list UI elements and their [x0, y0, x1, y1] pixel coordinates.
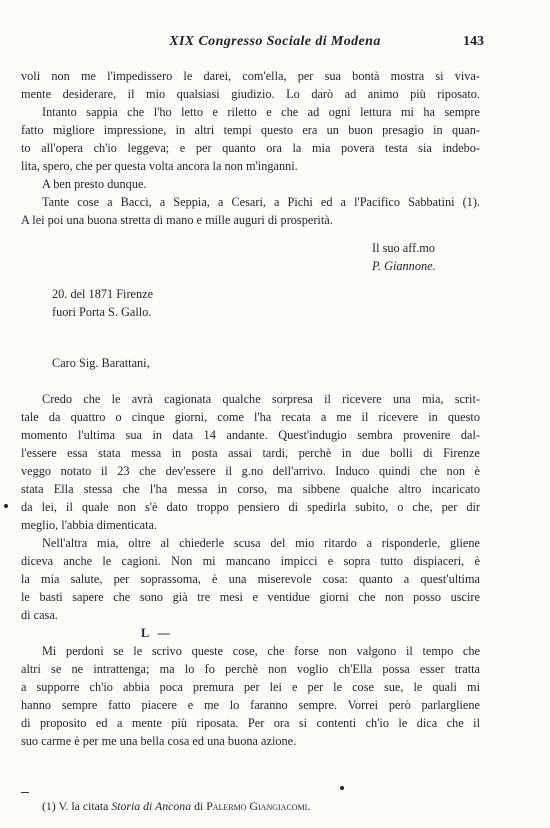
- text-line: di casa.: [21, 608, 58, 622]
- text-line: veggo notato il 23 che dev'essere il g.no dell'arrivo. Induco quindi che non è: [21, 464, 480, 478]
- footnote: [42, 799, 472, 814]
- text-line: voli non me l'impedissero le darei, com'ella, per sua bontà mostra si viva-: [21, 69, 480, 83]
- address-line: fuori Porta S. Gallo.: [52, 305, 152, 319]
- handwritten-mark: L —: [141, 626, 173, 640]
- footnote-marker: (1) V. la: [42, 799, 80, 813]
- footnote-author: Palermo Giangiacomi.: [206, 799, 311, 813]
- text-line: Credo che le avrà cagionata qualche sorpresa il ricevere una mia, scrit-: [42, 392, 480, 406]
- text-line: Intanto sappia che l'ho letto e riletto e che ad ogni lettura mi ha sempre: [42, 105, 480, 119]
- text-line: fatto migliore impressione, in altri tempi questo era un buon presagio in quan-: [21, 123, 480, 137]
- text-line: mente desiderare, il mio qualsiasi giudizio. Lo darò ad animo più riposato.: [21, 87, 480, 101]
- page-number: 143: [463, 34, 484, 49]
- ink-speck: [4, 504, 8, 508]
- salutation: Caro Sig. Barattani,: [52, 356, 150, 370]
- text-line: la mia salute, per soprassoma, è una miserevole cosa: quanto a quest'ultima: [21, 572, 480, 586]
- text-line: Nell'altra mia, oltre al chiederle scusa del mio ritardo a risponderle, gliene: [42, 536, 480, 550]
- footnote-rule: [21, 792, 29, 793]
- text-line: lita, spero, che per questa volta ancora la non m'inganni.: [21, 159, 298, 173]
- text-line: da lei, il quale non s'è dato troppo pensiero di spedirla subito, o che, per dir: [21, 500, 480, 514]
- dateline: 20. del 1871 Firenze: [52, 287, 154, 301]
- text-line: a supporre ch'io abbia poca premura per lei e per le cose sue, le quali mi: [21, 680, 480, 694]
- signature-name: P. Giannone.: [372, 259, 436, 273]
- text-line: Tante cose a Bacci, a Seppia, a Cesari, a Pichi ed a l'Pacifico Sabbatini (1).: [42, 195, 480, 209]
- text-line: A ben presto dunque.: [42, 177, 147, 191]
- text-line: A lei poi una buona stretta di mano e mille auguri di prosperità.: [21, 213, 333, 227]
- ink-speck: [340, 786, 344, 790]
- text-line: le basti sapere che sono già tre mesi e ventidue giorni che non posso uscire: [21, 590, 480, 604]
- text-line: hanno sempre fatto piacere e me lo faranno sempre. Vorrei però parlargliene: [21, 698, 480, 712]
- text-line: stata Ella stessa che l'ha messa in corso, ma sibbene qualche altro incaricato: [21, 482, 480, 496]
- footnote-cited: citata: [82, 799, 109, 813]
- letter-body: [21, 67, 480, 750]
- text-line: to all'opera ch'io leggeva; e per quanto ora la mia povera testa sia indebo-: [21, 141, 480, 155]
- running-title: XIX Congresso Sociale di Modena: [169, 34, 381, 49]
- text-line: altri se ne intrattenga; ma lo fo perchè non voglio ch'Ella possa esser tratta: [21, 662, 480, 676]
- text-line: suo carme è per me una bella cosa ed una buona azione.: [21, 734, 297, 748]
- running-header: [0, 34, 550, 54]
- signature-closing: Il suo aff.mo: [372, 241, 435, 255]
- text-line: l'essere essa stata messa in posta assai tardi, perchè in due bolli di Firenze: [21, 446, 480, 460]
- footnote-work-title: Storia di Ancona: [111, 799, 192, 813]
- footnote-of: di: [194, 799, 204, 813]
- text-line: Mi perdoni se le scrivo queste cose, che forse non valgono il tempo che: [42, 644, 480, 658]
- text-line: di proposito ed a mente più riposata. Per ora si contenti ch'io le dica che il: [21, 716, 480, 730]
- text-line: momento l'ultima sua in data 14 andante. Quest'indugio sembra provenire dal-: [21, 428, 480, 442]
- text-line: diceva anche le cagioni. Non mi mancano impicci e sopra tutto dispiaceri, è: [21, 554, 480, 568]
- text-line: tale da quattro o cinque giorni, come l'ha recata a me il ricevere in questo: [21, 410, 480, 424]
- text-line: meglio, l'abbia dimenticata.: [21, 518, 158, 532]
